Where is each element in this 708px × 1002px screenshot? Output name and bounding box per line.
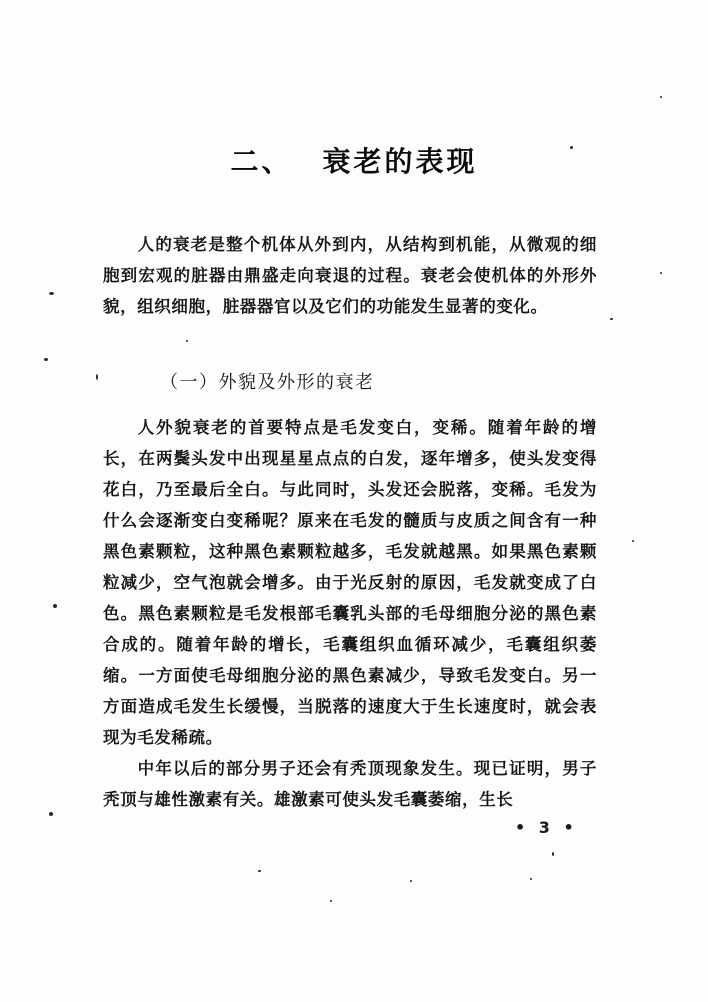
intro-paragraph: 人的衰老是整个机体从外到内，从结构到机能，从微观的细胞到宏观的脏器由鼎盛走向衰退的过程。衰老会使机体的外形外貌，组织细胞，脏器器官以及它们的功能发生显著的变化。 — [103, 235, 597, 316]
scan-speck — [330, 900, 332, 902]
section-body — [103, 412, 597, 815]
scan-speck — [49, 812, 53, 816]
scan-speck — [410, 880, 412, 882]
scan-speck — [49, 292, 54, 295]
scan-speck — [552, 852, 554, 856]
page-number: • 3 • — [515, 818, 578, 837]
scan-speck — [258, 870, 261, 872]
chapter-title-text: 衰老的表现 — [322, 145, 478, 178]
scan-speck — [660, 272, 662, 274]
scan-speck — [53, 604, 57, 608]
chapter-number: 二、 — [230, 145, 293, 178]
scan-speck — [570, 146, 573, 149]
section-heading: （一）外貌及外形的衰老 — [160, 372, 375, 393]
scan-speck — [186, 340, 188, 342]
scan-speck — [610, 318, 613, 320]
scan-speck — [660, 96, 662, 98]
intro-paragraph-block — [103, 229, 597, 322]
scan-speck — [530, 878, 532, 880]
scan-speck — [96, 374, 98, 380]
body-paragraph: 中年以后的部分男子还会有秃顶现象发生。现已证明，男子秃顶与雄性激素有关。雄激素可使头发毛囊萎缩，生长 — [103, 759, 597, 809]
chapter-title — [0, 140, 708, 180]
scan-speck — [44, 358, 48, 361]
body-paragraph: 人外貌衰老的首要特点是毛发变白，变稀。随着年龄的增长，在两鬓头发中出现星星点点的白发，逐年增多，使头发变得花白，乃至最后全白。与此同时，头发还会脱落，变稀。毛发为什么会逐渐变白变稀呢？原来在毛发的髓质与皮质之间含有一种黑色素颗粒，这种黑色素颗粒越多，毛发就越黑。如果黑色素颗粒减少，空气泡就会增多。由于光反射的原因，毛发就变成了白色。黑色素颗粒是毛发根部毛囊乳头部的毛母细胞分泌的黑色素合成的。随着年龄的增长，毛囊组织血循环减少，毛囊组织萎缩。一方面使毛母细胞分泌的黑色素减少，导致毛发变白。另一方面造成毛发生长缓慢，当脱落的速度大于生长速度时，就会表现为毛发稀疏。 — [103, 418, 597, 747]
scan-speck — [632, 540, 634, 542]
